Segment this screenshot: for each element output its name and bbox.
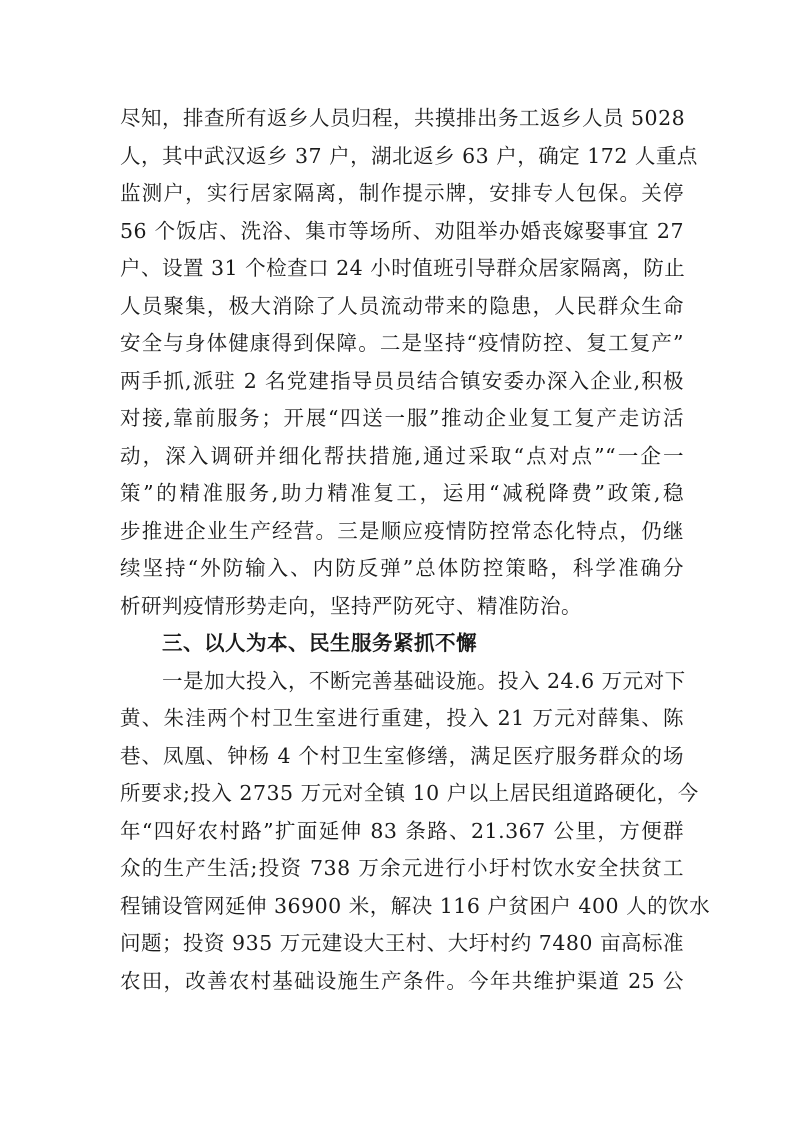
- paragraph-infrastructure: [120, 666, 711, 1004]
- text-line: 56 个饭店、洗浴、集市等场所、劝阻举办婚丧嫁娶事宜 27: [120, 218, 684, 243]
- text-line: 人，其中武汉返乡 37 户，湖北返乡 63 户，确定 172 人重点: [120, 143, 698, 168]
- section-heading: 三、以人为本、民生服务紧抓不懈: [162, 631, 477, 655]
- text-line: 策”的精准服务,助力精准复工，运用“减税降费”政策,稳: [120, 481, 684, 505]
- text-line: 动，深入调研并细化帮扶措施,通过采取“点对点”“一企一: [120, 443, 684, 468]
- text-line: 步推进企业生产经营。三是顺应疫情防控常态化特点，仍继: [120, 518, 684, 543]
- text-line: 农田，改善农村基础设施生产条件。今年共维护渠道 25 公: [120, 968, 684, 993]
- text-line: 巷、凤凰、钟杨 4 个村卫生室修缮，满足医疗服务群众的场: [120, 743, 684, 768]
- document-body: [120, 103, 711, 1003]
- text-line: 尽知，排查所有返乡人员归程，共摸排出务工返乡人员 5028: [120, 106, 686, 130]
- text-line: 监测户，实行居家隔离，制作提示牌，安排专人包保。关停: [120, 181, 684, 205]
- text-line: 所要求;投入 2735 万元对全镇 10 户以上居民组道路硬化，今: [120, 781, 699, 805]
- text-line: 两手抓,派驻 2 名党建指导员员结合镇安委办深入企业,积极: [120, 368, 684, 393]
- text-line: 析研判疫情形势走向，坚持严防死守、精准防治。: [120, 593, 582, 618]
- text-line: 年“四好农村路”扩面延伸 83 条路、21.367 公里，方便群: [120, 818, 684, 843]
- text-line: 安全与身体健康得到保障。二是坚持“疫情防控、复工复产”: [120, 331, 684, 355]
- text-line: 续坚持“外防输入、内防反弹”总体防控策略，科学准确分: [120, 556, 684, 580]
- paragraph-covid-prevention: [120, 103, 698, 628]
- text-line: 程铺设管网延伸 36900 米，解决 116 户贫困户 400 人的饮水: [120, 893, 711, 918]
- text-line: 户、设置 31 个检查口 24 小时值班引导群众居家隔离，防止: [120, 256, 686, 280]
- text-line: 对接,靠前服务；开展“四送一服”推动企业复工复产走访活: [120, 406, 684, 430]
- text-line: 一是加大投入，不断完善基础设施。投入 24.6 万元对下: [162, 668, 686, 693]
- text-line: 众的生产生活;投资 738 万余元进行小圩村饮水安全扶贫工: [120, 856, 684, 880]
- text-line: 黄、朱洼两个村卫生室进行重建，投入 21 万元对薛集、陈: [120, 706, 684, 730]
- text-line: 问题；投资 935 万元建设大王村、大圩村约 7480 亩高标准: [120, 931, 684, 955]
- text-line: 人员聚集，极大消除了人员流动带来的隐患，人民群众生命: [120, 293, 684, 318]
